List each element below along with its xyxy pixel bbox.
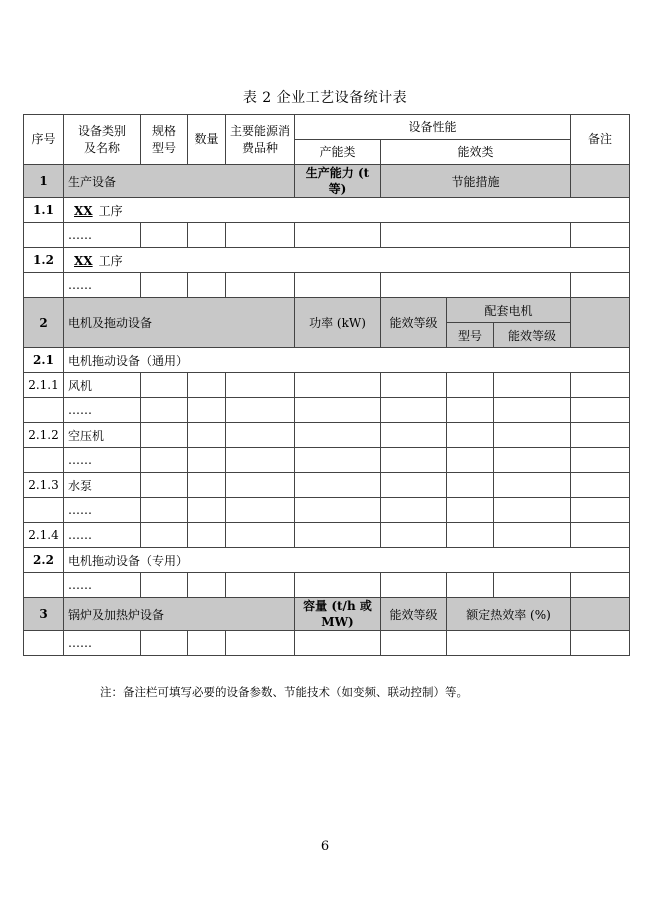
subsection-title xyxy=(64,248,630,273)
item-number: 2.1.1 xyxy=(24,373,64,398)
efficiency-grade-header: 能效等级 xyxy=(381,298,447,348)
section-title: 生产设备 xyxy=(64,165,295,198)
ellipsis: …… xyxy=(64,498,141,523)
table-note: 注：备注栏可填写必要的设备参数、节能技术（如变频、联动控制）等。 xyxy=(100,685,468,699)
page-number: 6 xyxy=(320,839,330,854)
motor-grade-header: 能效等级 xyxy=(494,323,571,348)
efficiency-grade-header: 能效等级 xyxy=(381,598,447,631)
item-number: 2.1.4 xyxy=(24,523,64,548)
item-number: 2.1.2 xyxy=(24,423,64,448)
table-row xyxy=(24,423,630,448)
table-row xyxy=(24,398,630,423)
table-row xyxy=(24,473,630,498)
subsection-number: 2.2 xyxy=(24,548,64,573)
item-number: 2.1.3 xyxy=(24,473,64,498)
section-number: 2 xyxy=(24,298,64,348)
table-row xyxy=(24,273,630,298)
ellipsis: …… xyxy=(64,448,141,473)
ellipsis: …… xyxy=(64,523,141,548)
subsection-number: 1.1 xyxy=(24,198,64,223)
section-row xyxy=(24,598,630,631)
section-number: 3 xyxy=(24,598,64,631)
placeholder-xx: XX xyxy=(74,253,93,268)
subsection-title: 电机拖动设备（通用） xyxy=(64,348,630,373)
motor-model-header: 型号 xyxy=(447,323,494,348)
subsection-title xyxy=(64,198,630,223)
header-category: 设备类别及名称 xyxy=(64,115,141,165)
subsection-row xyxy=(24,198,630,223)
item-name: 风机 xyxy=(64,373,141,398)
subsection-number: 2.1 xyxy=(24,348,64,373)
section-row xyxy=(24,298,630,323)
table-row xyxy=(24,498,630,523)
rated-efficiency-header: 额定热效率 (%) xyxy=(447,598,571,631)
table-row xyxy=(24,373,630,398)
placeholder-xx: XX xyxy=(74,203,93,218)
table-row xyxy=(24,523,630,548)
ellipsis: …… xyxy=(64,273,141,298)
header-row xyxy=(24,115,630,140)
energy-saving-header: 节能措施 xyxy=(381,165,571,198)
equipment-statistics-table xyxy=(23,114,630,656)
process-label: 工序 xyxy=(98,203,123,218)
header-energy: 主要能源消费品种 xyxy=(226,115,295,165)
header-spec: 规格型号 xyxy=(141,115,188,165)
item-name: 空压机 xyxy=(64,423,141,448)
table-row xyxy=(24,573,630,598)
ellipsis: …… xyxy=(64,573,141,598)
section-number: 1 xyxy=(24,165,64,198)
boiler-capacity-header: 容量 (t/h 或 MW) xyxy=(295,598,381,631)
ellipsis: …… xyxy=(64,631,141,656)
subsection-row xyxy=(24,248,630,273)
power-header: 功率 (kW) xyxy=(295,298,381,348)
subsection-row xyxy=(24,548,630,573)
table-row xyxy=(24,631,630,656)
subsection-title: 电机拖动设备（专用） xyxy=(64,548,630,573)
table-row xyxy=(24,448,630,473)
header-seq: 序号 xyxy=(24,115,64,165)
ellipsis: …… xyxy=(64,223,141,248)
motor-header: 配套电机 xyxy=(447,298,571,323)
section-title: 电机及拖动设备 xyxy=(64,298,295,348)
table-title: 表 2 企业工艺设备统计表 xyxy=(242,90,408,106)
table-row xyxy=(24,223,630,248)
header-qty: 数量 xyxy=(188,115,226,165)
process-label: 工序 xyxy=(98,253,123,268)
ellipsis: …… xyxy=(64,398,141,423)
header-capacity: 产能类 xyxy=(295,140,381,165)
header-performance: 设备性能 xyxy=(295,115,571,140)
header-remark: 备注 xyxy=(571,115,630,165)
section-title: 锅炉及加热炉设备 xyxy=(64,598,295,631)
subsection-row xyxy=(24,348,630,373)
header-efficiency: 能效类 xyxy=(381,140,571,165)
capacity-header: 生产能力 (t 等) xyxy=(295,165,381,198)
item-name: 水泵 xyxy=(64,473,141,498)
section-row xyxy=(24,165,630,198)
subsection-number: 1.2 xyxy=(24,248,64,273)
